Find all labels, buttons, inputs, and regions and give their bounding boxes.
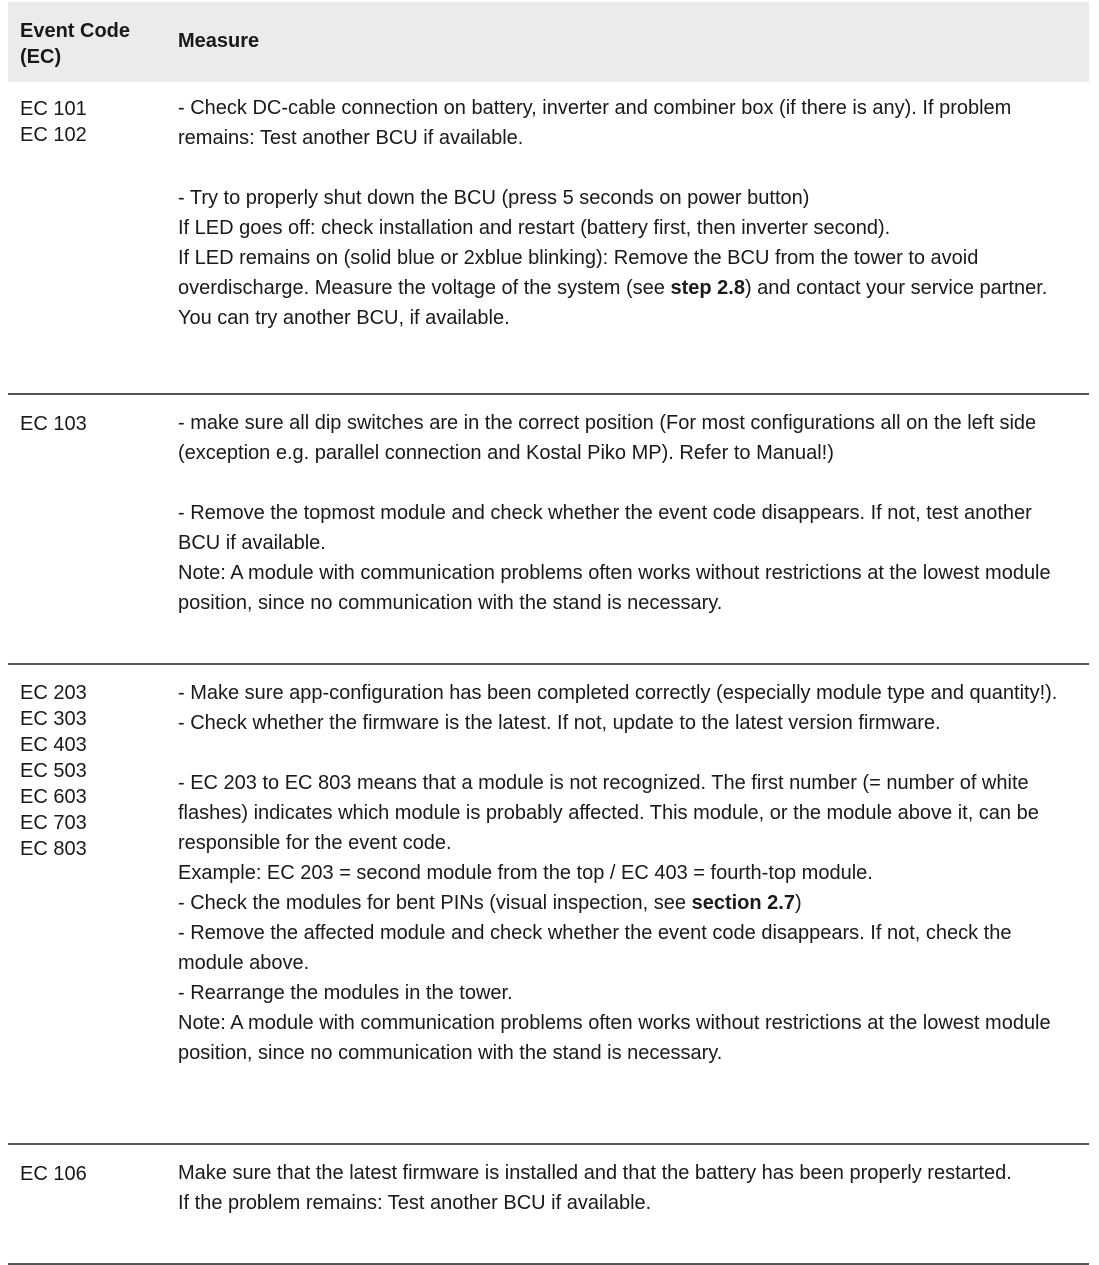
measure-cell bbox=[166, 665, 1089, 1143]
measure-cell bbox=[166, 395, 1089, 663]
measure-text: Note: A module with communication problems often works without restrictions at the lowest module position, since no communication with the stand is necessary. bbox=[178, 562, 1051, 614]
event-codes-cell bbox=[8, 1145, 166, 1263]
table-row bbox=[8, 665, 1089, 1145]
header-event-code-line1: Event Code bbox=[20, 20, 131, 42]
table-row bbox=[8, 96, 1089, 395]
event-code: EC 106 bbox=[20, 1163, 87, 1185]
header-measure: Measure bbox=[178, 30, 260, 52]
event-code: EC 103 bbox=[20, 413, 87, 435]
measure-text-part: - Check the modules for bent PINs (visual inspection, see bbox=[178, 892, 692, 914]
section-reference: section 2.7 bbox=[691, 892, 795, 914]
event-code-table bbox=[8, 2, 1089, 1265]
measure-text: Make sure that the latest firmware is installed and that the battery has been properly restarted. bbox=[178, 1162, 1012, 1184]
measure-text bbox=[178, 243, 1079, 333]
table-header bbox=[8, 2, 1089, 82]
measure-text: - Try to properly shut down the BCU (press 5 seconds on power button) bbox=[178, 187, 810, 209]
measure-cell bbox=[166, 93, 1089, 393]
measure-text: If LED goes off: check installation and restart (battery first, then inverter second). bbox=[178, 217, 891, 239]
measure-text: - EC 203 to EC 803 means that a module is not recognized. The first number (= number of white flashes) indicates which module is probably affected. This module, or the module above it, can be responsible for the event code. bbox=[178, 772, 1039, 854]
measure-text: - Make sure app-configuration has been completed correctly (especially module type and quantity!). bbox=[178, 682, 1058, 704]
measure-text: - Check DC-cable connection on battery, inverter and combiner box (if there is any). If problem remains: Test another BCU if available. bbox=[178, 97, 1012, 149]
measure-text: - make sure all dip switches are in the correct position (For most configurations all on the left side (exception e.g. parallel connection and Kostal Piko MP). Refer to Manual!) bbox=[178, 412, 1037, 464]
measure-text-part: ) and contact your service partner. You can try another BCU, if available. bbox=[178, 277, 1048, 329]
event-code: EC 403 bbox=[20, 734, 87, 756]
table-row bbox=[8, 1145, 1089, 1265]
measure-text: Note: A module with communication problems often works without restrictions at the lowest module position, since no communication with the stand is necessary. bbox=[178, 1012, 1051, 1064]
measure-text: Example: EC 203 = second module from the top / EC 403 = fourth-top module. bbox=[178, 862, 873, 884]
event-code: EC 603 bbox=[20, 786, 87, 808]
event-code: EC 503 bbox=[20, 760, 87, 782]
measure-text: - Remove the affected module and check whether the event code disappears. If not, check the module above. bbox=[178, 922, 1012, 974]
step-reference: step 2.8 bbox=[670, 277, 745, 299]
measure-text: - Remove the topmost module and check whether the event code disappears. If not, test another BCU if available. bbox=[178, 502, 1032, 554]
event-code: EC 303 bbox=[20, 708, 87, 730]
event-code: EC 101 bbox=[20, 98, 87, 120]
measure-text-part: ) bbox=[794, 892, 802, 914]
measure-text-part: If LED remains on (solid blue or 2xblue blinking): Remove the BCU from the tower to avoid overdischarge. Measure the voltage of the system (see bbox=[178, 247, 979, 299]
table-row bbox=[8, 395, 1089, 665]
measure-text bbox=[178, 888, 1079, 918]
measure-text: - Check whether the firmware is the latest. If not, update to the latest version firmware. bbox=[178, 712, 941, 734]
event-code: EC 102 bbox=[20, 124, 87, 146]
event-code: EC 703 bbox=[20, 812, 87, 834]
event-code: EC 203 bbox=[20, 682, 87, 704]
header-event-code-line2: (EC) bbox=[20, 46, 62, 68]
measure-text: If the problem remains: Test another BCU if available. bbox=[178, 1192, 652, 1214]
measure-text: - Rearrange the modules in the tower. bbox=[178, 982, 513, 1004]
measure-cell bbox=[166, 1145, 1089, 1263]
event-codes-cell bbox=[8, 96, 166, 393]
event-codes-cell bbox=[8, 665, 166, 1143]
header-event-code bbox=[8, 2, 166, 82]
event-codes-cell bbox=[8, 395, 166, 663]
event-code: EC 803 bbox=[20, 838, 87, 860]
